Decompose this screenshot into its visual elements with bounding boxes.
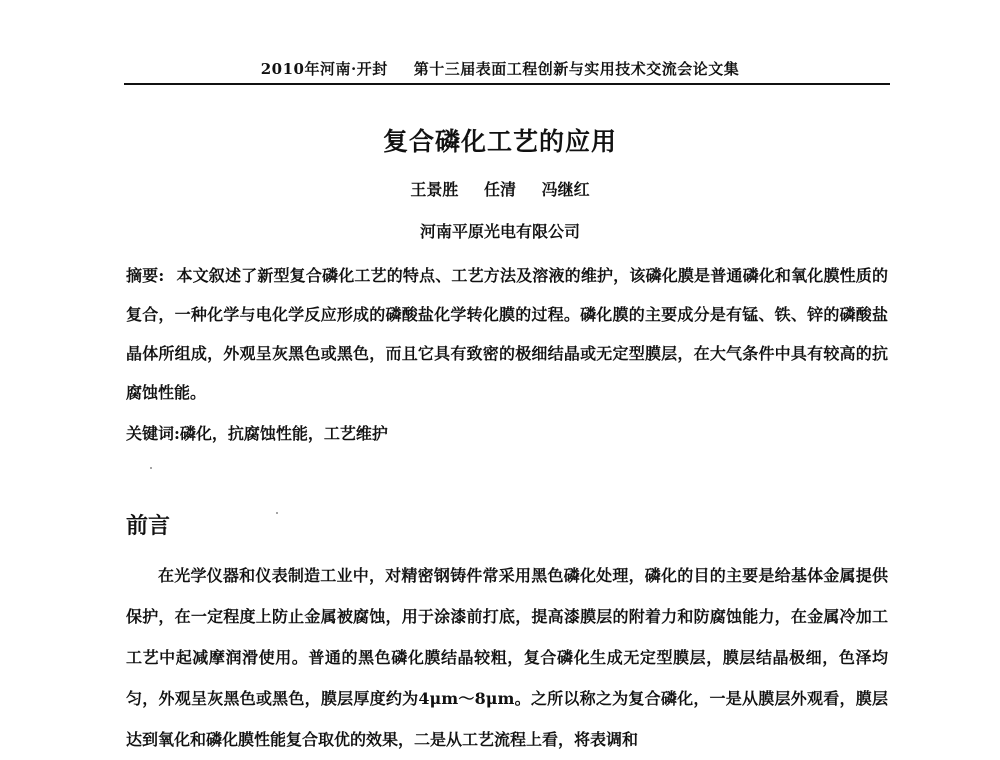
scan-speck <box>150 467 152 469</box>
abstract-label: 摘要: <box>126 266 165 285</box>
keywords-label: 关键词: <box>126 424 180 443</box>
conference-date-place: 2010年河南·开封 <box>260 60 388 78</box>
header-rule <box>124 83 890 85</box>
author-list <box>0 177 1000 200</box>
running-header <box>0 58 1000 79</box>
section-heading: 前言 <box>126 514 171 539</box>
section-body: 在光学仪器和仪表制造工业中，对精密钢铸件常采用黑色磷化处理，磷化的目的主要是给基体金属提供保护，在一定程度上防止金属被腐蚀，用于涂漆前打底，提高漆膜层的附着力和防腐蚀能力，在金属冷加工工艺中起减摩润滑使用。普通的黑色磷化膜结晶较粗，复合磷化生成无定型膜层，膜层结晶极细，色泽均匀，外观呈灰黑色或黑色，膜层厚度约为4μm～8μm。之所以称之为复合磷化，一是从膜层外观看，膜层达到氧化和磷化膜性能复合取优的效果，二是从工艺流程上看，将表调和 <box>126 566 888 749</box>
keywords <box>126 421 888 444</box>
abstract <box>126 256 888 412</box>
paper-title: 复合磷化工艺的应用 <box>382 127 617 156</box>
keywords-text: 磷化，抗腐蚀性能，工艺维护 <box>179 424 388 443</box>
affiliation: 河南平原光电有限公司 <box>419 222 580 241</box>
author-name: 任清 <box>483 180 516 199</box>
scan-speck <box>276 512 278 514</box>
author-name: 王景胜 <box>410 180 459 199</box>
proceedings-name: 第十三届表面工程创新与实用技术交流会论文集 <box>413 60 740 78</box>
author-name: 冯继红 <box>541 180 590 199</box>
abstract-text: 本文叙述了新型复合磷化工艺的特点、工艺方法及溶液的维护，该磷化膜是普通磷化和氧化膜性质的复合，一种化学与电化学反应形成的磷酸盐化学转化膜的过程。磷化膜的主要成分是有锰、铁、锌的磷酸盐晶体所组成，外观呈灰黑色或黑色，而且它具有致密的极细结晶或无定型膜层，在大气条件中具有较高的抗腐蚀性能。 <box>126 266 888 402</box>
